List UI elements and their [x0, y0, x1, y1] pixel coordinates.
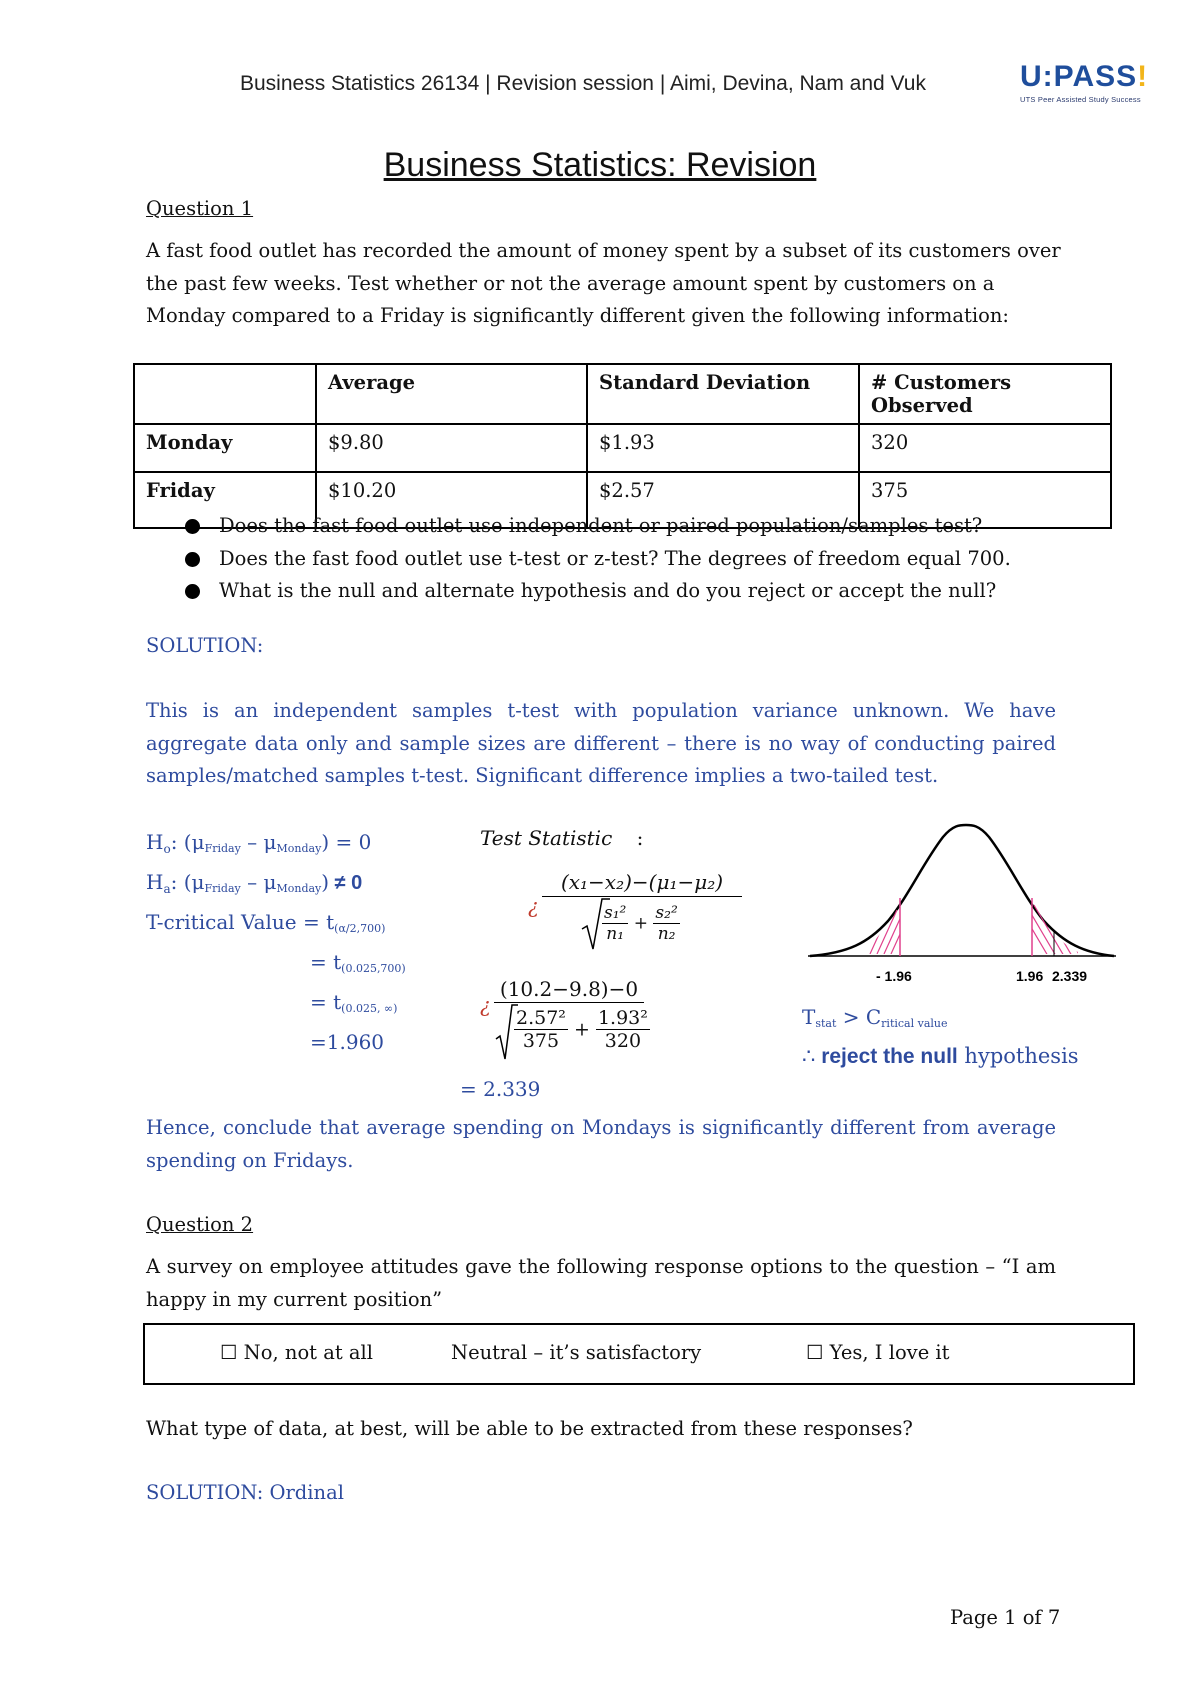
test-statistic-result: = 2.339	[460, 1077, 541, 1101]
question-2-solution: SOLUTION: Ordinal	[146, 1481, 344, 1504]
list-item: Does the fast food outlet use t-test or z-test? The degrees of freedom equal 700.	[180, 543, 1011, 576]
table-cell: Friday	[134, 472, 316, 528]
test-statistic-label: Test Statistic :	[480, 826, 644, 850]
curve-label-left: - 1.96	[876, 968, 912, 984]
table-header: # Customers Observed	[859, 364, 1111, 424]
right-rejection-region	[1018, 905, 1080, 956]
table-cell: $2.57	[587, 472, 859, 528]
solution-label: SOLUTION:	[146, 634, 264, 657]
t-critical-line-3: = t(0.025, ∞)	[310, 990, 398, 1015]
bullet-icon	[185, 552, 200, 567]
page-number: Page 1 of 7	[950, 1606, 1061, 1629]
alternate-hypothesis: $H_a$: (μFriday – μMonday) ≠ 0	[146, 870, 363, 896]
option-no: ☐ No, not at all	[220, 1341, 373, 1364]
substitution-numerator: (10.2−9.8)−0	[494, 977, 644, 1003]
table-header	[134, 364, 316, 424]
solution-text: This is an independent samples t-test with population variance unknown. We have aggregate data only and sample sizes are different – there is no way of conducting paired samples/matched samples t-test. Significant difference implies a two-tailed test.	[146, 699, 1056, 787]
table-cell: $9.80	[316, 424, 587, 472]
table-header: Average	[316, 364, 587, 424]
survey-options-box	[143, 1323, 1135, 1385]
conclusion-text: Hence, conclude that average spending on Mondays is significantly different from average spending on Fridays.	[146, 1116, 1056, 1172]
bullet-icon	[185, 519, 200, 534]
table-row	[134, 424, 1111, 472]
question-1-text: A fast food outlet has recorded the amount of money spent by a subset of its customers over the past few weeks. Test whether or not the average amount spent by customers on a Monday compared to a Friday is significantly different given the following information:	[146, 239, 1061, 327]
upass-logo: U:PASS! UTS Peer Assisted Study Success	[1020, 60, 1149, 104]
running-header: Business Statistics 26134 | Revision session | Aimi, Devina, Nam and Vuk	[240, 72, 926, 95]
reject-null-statement: ∴ reject the null hypothesis	[802, 1044, 1079, 1068]
bullet-icon	[185, 584, 200, 599]
tstat-comparison: Tstat > Critical value	[802, 1005, 948, 1030]
option-yes: ☐ Yes, I love it	[806, 1341, 950, 1364]
t-critical-line-2: = t(0.025,700)	[310, 950, 406, 975]
data-table	[133, 363, 1112, 529]
question-2-text: A survey on employee attitudes gave the following response options to the question – “I am happy in my current position”	[146, 1255, 1056, 1311]
table-cell: Monday	[134, 424, 316, 472]
table-header-row	[134, 364, 1111, 424]
table-cell: 375	[859, 472, 1111, 528]
table-header: Standard Deviation	[587, 364, 859, 424]
question-2-prompt: What type of data, at best, will be able to be extracted from these responses?	[146, 1417, 913, 1440]
page-title: Business Statistics: Revision	[383, 146, 817, 184]
question-1-heading: Question 1	[146, 197, 254, 220]
normal-distribution-curve	[808, 815, 1118, 990]
t-critical-value: =1.960	[310, 1030, 385, 1054]
list-item: Does the fast food outlet use independent or paired population/samples test?	[180, 510, 1011, 543]
curve-path	[810, 825, 1114, 956]
t-critical-line-1: T-critical Value = t(α/2,700)	[146, 910, 386, 935]
option-neutral: Neutral – it’s satisfactory	[451, 1341, 702, 1364]
table-cell: $10.20	[316, 472, 587, 528]
null-hypothesis: $H_o$: (μFriday – μMonday) = 0	[146, 830, 372, 856]
list-item: What is the null and alternate hypothesis and do you reject or accept the null?	[180, 575, 1011, 608]
left-rejection-region	[856, 910, 911, 954]
curve-label-tstat: 2.339	[1052, 968, 1088, 984]
question-2-heading: Question 2	[146, 1213, 254, 1236]
curve-label-right: 1.96	[1016, 968, 1044, 984]
table-cell: $1.93	[587, 424, 859, 472]
question-bullets	[180, 510, 1011, 608]
table-cell: 320	[859, 424, 1111, 472]
formula-numerator: (x₁−x₂)−(μ₁−μ₂)	[542, 870, 742, 897]
